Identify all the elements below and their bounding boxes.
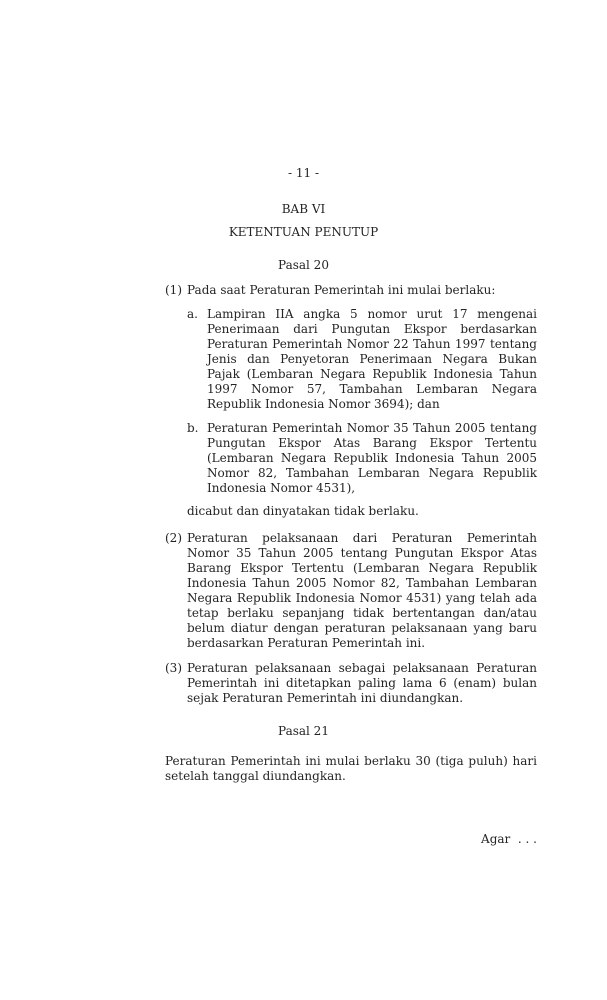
section-heading-pasal-21: Pasal 21 xyxy=(278,724,329,738)
chapter-title: BAB VI xyxy=(281,202,326,216)
pasal-21-body-text: Peraturan Pemerintah ini mulai berlaku 30 (tiga puluh) hari setelah tanggal diundangkan. xyxy=(165,754,537,783)
item-1-closing-text: dicabut dan dinyatakan tidak berlaku. xyxy=(187,504,419,518)
numbered-item-2 xyxy=(165,531,537,651)
sub-item-b xyxy=(187,421,537,496)
sub-item-b-marker: b. xyxy=(187,421,199,435)
item-1-marker: (1) xyxy=(165,283,182,297)
item-3-text: Peraturan pelaksanaan sebagai pelaksanaan Peraturan Pemerintah ini ditetapkan paling lama 6 (enam) bulan sejak Peraturan Pemerintah ini diundangkan. xyxy=(187,661,537,705)
chapter-subtitle: KETENTUAN PENUTUP xyxy=(228,225,379,239)
numbered-item-1 xyxy=(165,283,537,519)
body-column-pasal-21 xyxy=(165,754,537,847)
item-3-marker: (3) xyxy=(165,661,182,675)
item-2-marker: (2) xyxy=(165,531,182,545)
page-number: - 11 - xyxy=(287,166,319,180)
sub-item-b-text: Peraturan Pemerintah Nomor 35 Tahun 2005 tentang Pungutan Ekspor Atas Barang Ekspor Tertentu (Lembaran Negara Republik Indonesia Tahun 2005 Nomor 82, Tambahan Lembaran Negara Republik Indonesia Nomor 4531), xyxy=(207,421,537,495)
section-heading-pasal-20: Pasal 20 xyxy=(278,258,329,272)
sub-item-a-marker: a. xyxy=(187,307,198,321)
sub-item-a-text: Lampiran IIA angka 5 nomor urut 17 mengenai Penerimaan dari Pungutan Ekspor berdasarkan Peraturan Pemerintah Nomor 22 Tahun 1997 tentang Jenis dan Penyetoran Penerimaan Negara Bukan Pajak (Lembaran Negara Republik Indonesia Tahun 1997 Nomor 57, Tambahan Lembaran Negara Republik Indonesia Nomor 3694); dan xyxy=(207,307,537,411)
page-catchword: Agar . . . xyxy=(481,832,537,846)
numbered-item-3 xyxy=(165,661,537,706)
item-1-intro-text: Pada saat Peraturan Pemerintah ini mulai berlaku: xyxy=(187,283,496,297)
item-2-text: Peraturan pelaksanaan dari Peraturan Pemerintah Nomor 35 Tahun 2005 tentang Pungutan Ekspor Atas Barang Ekspor Tertentu (Lembaran Negara Republik Indonesia Tahun 2005 Nomor 82, Tambahan Lembaran Negara Republik Indonesia Nomor 4531) yang telah ada tetap berlaku sepanjang tidak bertentangan dan/atau belum diatur dengan peraturan pelaksanaan yang baru berdasarkan Peraturan Pemerintah ini. xyxy=(187,531,537,650)
sub-item-a xyxy=(187,307,537,412)
item-1-body xyxy=(187,283,537,519)
body-column xyxy=(165,283,537,706)
